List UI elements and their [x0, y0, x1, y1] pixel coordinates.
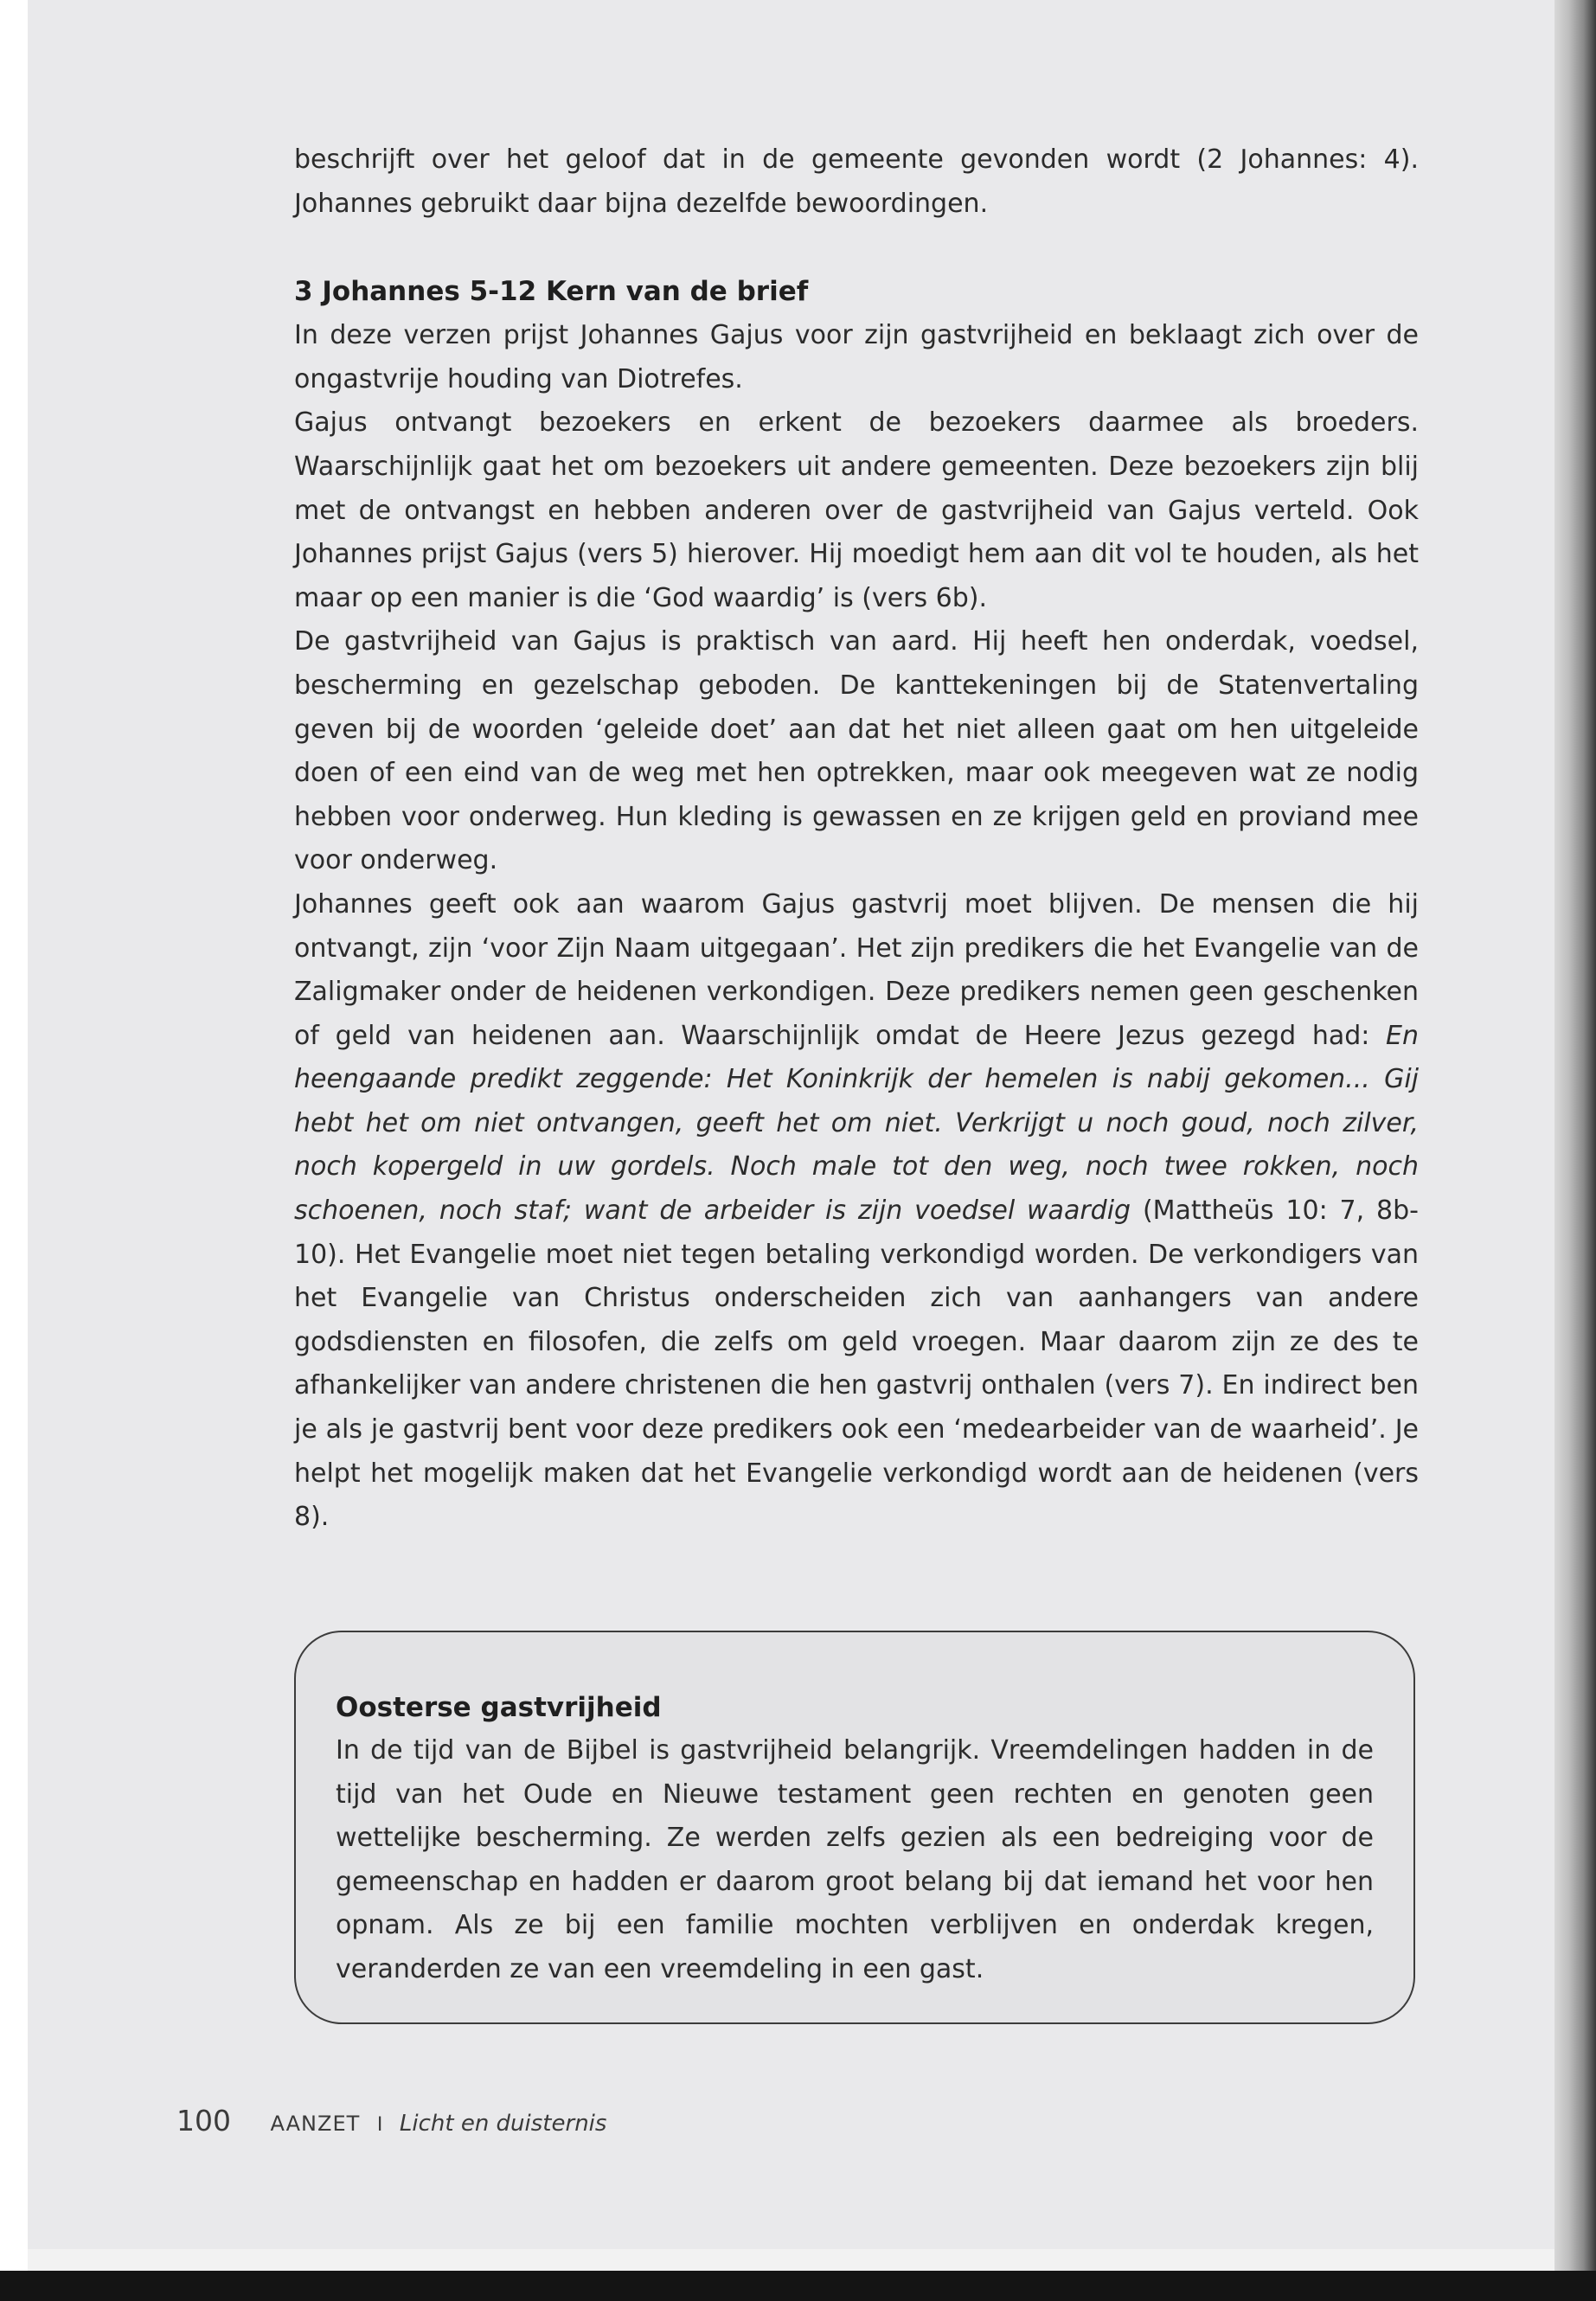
- series-name: AANZET: [270, 2112, 361, 2136]
- info-box-title: Oosterse gastvrijheid: [336, 1692, 662, 1723]
- scan-bottom-edge: [0, 2271, 1596, 2301]
- paragraph-4: [294, 883, 1419, 1540]
- paragraph-2: Gajus ontvangt bezoekers en erkent de bezoekers daarmee als broeders. Waarschijnlijk gaat het om bezoekers uit andere gemeenten. Deze bezoekers zijn blij met de ontvangst en hebben anderen over de gastvrijheid van Gajus verteld. Ook Johannes prijst Gajus (vers 5) hierover. Hij moedigt hem aan dit vol te houden, als het maar op een manier is die ‘God waardig’ is (vers 6b).: [294, 407, 1419, 613]
- page-footer: [176, 2104, 606, 2138]
- book-subtitle: Licht en duisternis: [399, 2111, 607, 2137]
- main-text: [294, 138, 1419, 1540]
- info-box-content: [336, 1686, 1374, 1992]
- section-heading: 3 Johannes 5-12 Kern van de brief: [294, 276, 809, 308]
- footer-separator: I: [376, 2114, 383, 2136]
- paragraph-1: In deze verzen prijst Johannes Gajus voor zijn gastvrijheid en beklaagt zich over de ongastvrije houding van Diotrefes.: [294, 320, 1419, 394]
- intro-paragraph: beschrijft over het geloof dat in de gemeente gevonden wordt (2 Johannes: 4). Johannes gebruikt daar bijna dezelfde bewoordingen.: [294, 144, 1419, 219]
- paragraph-4-start: Johannes geeft ook aan waarom Gajus gastvrij moet blijven. De mensen die hij ontvangt, zijn ‘voor Zijn Naam uitgegaan’. Het zijn predikers die het Evangelie van de Zaligmaker onder de heidenen verkondigen. Deze predikers nemen geen geschenken of geld van heidenen aan. Waarschijnlijk omdat de Heere Jezus gezegd had:: [294, 888, 1419, 1051]
- paragraph-4-end: (Mattheüs 10: 7, 8b-10). Het Evangelie moet niet tegen betaling verkondigd worden. De verkondigers van het Evangelie van Christus onderscheiden zich van aanhangers van andere godsdiensten en filosofen, die zelfs om geld vroegen. Maar daarom zijn ze des te afhankelijker van andere christenen die hen gastvrij onthalen (vers 7). En indirect ben je als je gastvrij bent voor deze predikers ook een ‘medearbeider van de waarheid’. Je helpt het mogelijk maken dat het Evangelie verkondigd wordt aan de heidenen (vers 8).: [294, 1195, 1419, 1533]
- page-number: 100: [176, 2104, 231, 2138]
- info-box-text: In de tijd van de Bijbel is gastvrijheid belangrijk. Vreemdelingen hadden in de tijd van het Oude en Nieuwe testament geen rechten en genoten geen wettelijke bescherming. Ze werden zelfs gezien als een bedreiging voor de gemeenschap en hadden er daarom groot belang bij dat iemand het voor hen opnam. Als ze bij een familie mochten verblijven en onderdak kregen, veranderden ze van een vreemdeling in een gast.: [336, 1735, 1374, 1984]
- book-spine-edge: [1554, 0, 1596, 2301]
- info-box: [294, 1631, 1415, 2024]
- bible-quote: En heengaande predikt zeggende: Het Koninkrijk der hemelen is nabij gekomen... Gij hebt het om niet ontvangen, geeft het om niet. Verkrijgt u noch goud, noch zilver, noch kopergeld in uw gordels. Noch male tot den weg, noch twee rokken, noch schoenen, noch staf; want de arbeider is zijn voedsel waardig: [294, 1020, 1419, 1227]
- scan-background: [0, 0, 28, 2301]
- paragraph-3: De gastvrijheid van Gajus is praktisch van aard. Hij heeft hen onderdak, voedsel, bescherming en gezelschap geboden. De kanttekeningen bij de Statenvertaling geven bij de woorden ‘geleide doet’ aan dat het niet alleen gaat om hen uitgeleide doen of een eind van de weg met hen optrekken, maar ook meegeven wat ze nodig hebben voor onderweg. Hun kleding is gewassen en ze krijgen geld en proviand mee voor onderweg.: [294, 626, 1419, 876]
